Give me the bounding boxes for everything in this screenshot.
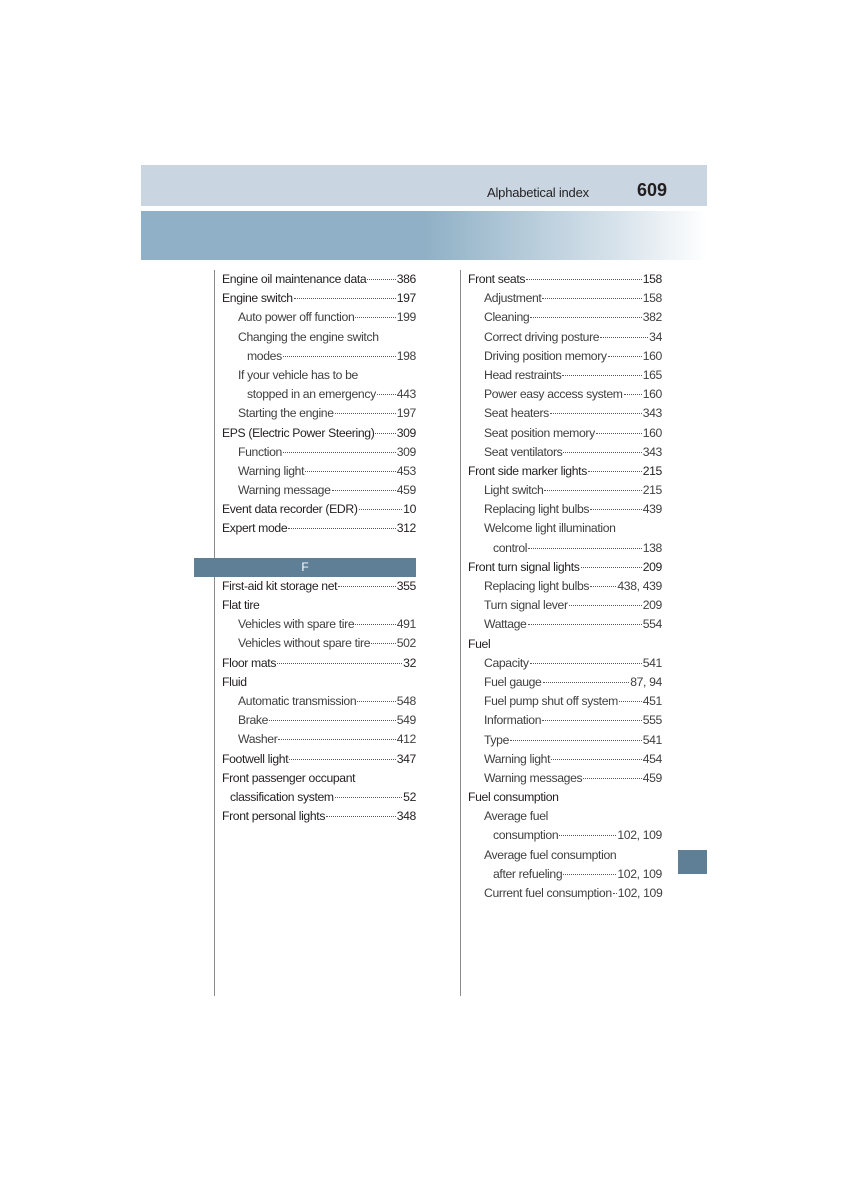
dot-leader [619,701,642,702]
column-divider-left [214,270,215,996]
index-entry-page[interactable]: 541 [642,732,662,747]
index-entry-label: Power easy access system [484,387,623,402]
index-entry [468,404,662,423]
index-entry [222,347,416,366]
dot-leader [583,778,641,779]
index-entry-page[interactable]: 454 [642,751,662,766]
dot-leader [278,739,395,740]
index-entry-label: EPS (Electric Power Steering) [222,425,375,440]
index-entry-label: Information [484,713,542,728]
index-entry-page[interactable]: 215 [642,463,662,478]
index-column-left [222,270,416,826]
index-entry-page[interactable]: 197 [396,291,416,306]
index-entry-label: Type [484,732,510,747]
index-entry-page[interactable]: 160 [642,387,662,402]
index-entry [468,308,662,327]
index-entry-label: modes [247,348,282,363]
dot-leader [526,279,642,280]
dot-leader [543,682,630,683]
index-entry-page[interactable]: 138 [642,540,662,555]
index-entry-label: First-aid kit storage net [222,578,338,593]
dot-leader [326,816,396,817]
index-entry [468,481,662,500]
index-entry-page[interactable]: 451 [642,694,662,709]
index-list-e [222,270,416,539]
index-entry-label: Fluid [222,674,247,689]
index-entry-page[interactable]: 459 [642,770,662,785]
index-entry-page[interactable]: 197 [396,406,416,421]
dot-leader [371,643,396,644]
index-entry [468,807,662,826]
index-entry [468,328,662,347]
section-spacer [222,539,416,558]
index-entry-page[interactable]: 355 [396,578,416,593]
index-entry-label: Wattage [484,617,527,632]
index-list-f [222,577,416,826]
index-entry-label: Engine switch [222,291,293,306]
dot-leader [283,452,396,453]
index-entry-label: Warning messages [484,770,583,785]
index-entry-page[interactable]: 102, 109 [617,886,663,900]
page-title: Alphabetical index [487,185,589,200]
dot-leader [530,317,641,318]
index-entry-page[interactable]: 443 [396,387,416,402]
index-column-right [468,270,662,903]
index-entry [468,731,662,750]
dot-leader [550,413,642,414]
index-entry-label: Warning light [238,463,305,478]
index-entry-label: Engine oil maintenance data [222,272,367,286]
index-entry [468,443,662,462]
index-entry [468,558,662,577]
index-entry-label: Front seats [468,272,526,286]
index-entry [222,385,416,404]
index-entry-label: Flat tire [222,598,260,612]
index-entry-label: control [493,540,528,555]
index-entry [222,404,416,423]
index-entry-label: Fuel pump shut off system [484,694,618,709]
index-entry-label: stopped in an emergency [247,387,376,402]
dot-leader [600,337,648,338]
index-entry [468,692,662,711]
dot-leader [367,279,395,280]
page-number: 609 [637,180,668,200]
header-bar [141,165,707,206]
index-entry-page[interactable]: 343 [642,444,662,459]
index-entry-page[interactable]: 10 [403,502,416,517]
index-entry [222,462,416,481]
index-entry [222,308,416,327]
index-entry-label: Changing the engine switch [238,329,379,344]
dot-leader [277,663,402,664]
dot-leader [551,759,642,760]
index-entry [222,577,416,596]
index-entry-page[interactable]: 209 [642,559,662,574]
index-entry-label: If your vehicle has to be [238,367,358,382]
dot-leader [530,663,642,664]
dot-leader [359,509,403,510]
dot-leader [375,433,395,434]
index-entry-page[interactable]: 52 [403,789,416,804]
index-entry-label: Starting the engine [238,406,334,421]
index-entry [468,424,662,443]
index-entry-label: Washer [238,732,278,747]
index-entry-page[interactable]: 453 [396,463,416,478]
index-entry-page[interactable]: 312 [396,521,416,536]
index-entry-page[interactable]: 439 [642,502,662,517]
index-entry [222,500,416,519]
index-entry-page[interactable]: 555 [642,713,662,728]
dot-leader [542,720,642,721]
dot-leader [335,797,402,798]
index-entry-page[interactable]: 215 [642,483,662,498]
index-entry-label: Fuel [468,636,491,651]
index-entry [468,347,662,366]
dot-leader [335,413,396,414]
index-entry [222,769,416,788]
index-entry-label: Capacity [484,655,529,670]
dot-leader [581,567,642,568]
index-entry-label: Event data recorder (EDR) [222,502,358,517]
dot-leader [332,490,396,491]
index-entry-label: Seat heaters [484,406,549,421]
index-entry [468,500,662,519]
index-entry-label: Fuel consumption [468,790,559,805]
index-entry-label: Function [238,444,282,459]
index-entry-label: Front personal lights [222,809,326,824]
index-entry [222,443,416,462]
index-entry [222,289,416,308]
index-entry-page[interactable]: 459 [396,483,416,498]
index-entry-label: Welcome light illumination [484,521,616,536]
index-entry-page[interactable]: 158 [642,272,662,286]
index-entry-label: Replacing light bulbs [484,579,590,593]
dot-leader [569,605,642,606]
index-entry-label: Fuel gauge [484,674,542,689]
dot-leader [590,586,616,587]
index-entry-page[interactable]: 548 [396,693,416,708]
dot-leader [528,624,642,625]
index-entry [468,519,662,538]
index-entry-label: Light switch [484,483,544,498]
index-entry-page[interactable]: 412 [396,732,416,747]
dot-leader [544,490,641,491]
dot-leader [355,624,395,625]
index-entry-label: Replacing light bulbs [484,502,590,517]
index-entry-page[interactable]: 549 [396,713,416,728]
dot-leader [542,298,641,299]
index-entry-label: Turn signal lever [484,598,568,613]
index-entry-label: Warning message [238,483,331,498]
index-entry-page[interactable]: 160 [642,425,662,440]
dot-leader [590,509,642,510]
index-entry-label: Cleaning [484,310,530,325]
index-entry-label: Front turn signal lights [468,559,580,574]
index-entry-label: Auto power off function [238,310,355,325]
dot-leader [269,720,396,721]
index-entry-page[interactable]: 347 [396,751,416,766]
index-entry [222,424,416,443]
dot-leader [510,740,642,741]
index-entry-page[interactable]: 209 [642,598,662,613]
index-entry [468,462,662,481]
index-entry-page[interactable]: 491 [396,617,416,632]
dot-leader [563,452,641,453]
dot-leader [596,433,642,434]
index-entry-page[interactable]: 541 [642,655,662,670]
index-entry-page[interactable]: 386 [396,272,416,286]
chapter-tab[interactable] [678,850,707,874]
header-band [141,211,707,260]
index-entry [222,634,416,653]
index-entry-page[interactable]: 199 [396,310,416,325]
index-entry-label: Vehicles with spare tire [238,617,355,632]
index-entry [468,635,662,654]
index-entry-label: Vehicles without spare tire [238,636,371,651]
index-entry [222,692,416,711]
index-entry-label: Front passenger occupant [222,770,356,785]
index-entry-label: Expert mode [222,521,288,536]
index-entry [222,654,416,673]
index-entry-page[interactable]: 382 [642,310,662,325]
index-entry-page[interactable]: 198 [396,348,416,363]
index-entry [468,654,662,673]
index-entry-label: Adjustment [484,291,542,306]
index-entry [468,673,662,692]
dot-leader [562,375,641,376]
index-entry-page[interactable]: 554 [642,617,662,632]
index-entry-page[interactable]: 160 [642,348,662,363]
index-entry [468,788,662,807]
index-entry [468,711,662,730]
index-entry-page[interactable]: 32 [403,655,416,670]
index-entry-label: Brake [238,713,269,728]
dot-leader [563,874,616,875]
index-entry [468,884,662,903]
dot-leader [289,759,395,760]
index-entry-page[interactable]: 102, 109 [617,828,662,843]
index-entry [468,270,662,289]
dot-leader [377,394,396,395]
index-entry-page[interactable]: 343 [642,406,662,421]
index-entry-label: Warning light [484,751,551,766]
index-entry-label: classification system [230,789,334,804]
index-entry [222,366,416,385]
index-entry-label: after refueling [493,866,563,881]
dot-leader [355,317,395,318]
index-entry [468,385,662,404]
index-entry [222,788,416,807]
index-entry-label: Current fuel consumption [484,886,612,900]
index-entry-page[interactable]: 165 [642,367,662,382]
index-entry-label: Head restraints [484,367,562,382]
dot-leader [357,701,395,702]
index-entry [222,730,416,749]
index-entry-label: Seat ventilators [484,444,563,459]
index-entry [468,769,662,788]
index-list-f-continued [468,270,662,903]
index-entry-page[interactable]: 502 [396,636,416,651]
index-entry [468,826,662,845]
index-entry [468,750,662,769]
index-entry [468,615,662,634]
index-entry-label: Average fuel [484,809,549,824]
index-entry [468,577,662,596]
index-entry-page[interactable]: 348 [396,809,416,824]
index-entry-page[interactable]: 102, 109 [617,866,662,881]
section-header-f: F [194,558,416,577]
index-entry-label: Floor mats [222,655,277,670]
index-entry-label: Correct driving posture [484,329,600,344]
index-entry [468,865,662,884]
index-entry-page[interactable]: 438, 439 [617,579,662,593]
dot-leader [608,356,642,357]
index-entry [222,519,416,538]
index-entry [468,596,662,615]
index-entry [222,270,416,289]
index-entry [222,750,416,769]
index-entry [222,596,416,615]
index-entry-page[interactable]: 158 [642,291,662,306]
index-entry [468,366,662,385]
index-entry-label: Automatic transmission [238,693,357,708]
index-entry-label: Footwell light [222,751,289,766]
column-divider-right [460,270,461,996]
dot-leader [559,835,616,836]
dot-leader [528,548,642,549]
index-entry [222,328,416,347]
dot-leader [338,586,396,587]
index-entry [468,539,662,558]
index-entry [222,673,416,692]
index-entry-label: consumption [493,828,559,843]
index-entry [222,807,416,826]
dot-leader [613,893,617,894]
index-entry-label: Seat position memory [484,425,595,440]
index-entry [468,289,662,308]
index-entry-page[interactable]: 34 [649,329,662,344]
dot-leader [288,528,395,529]
dot-leader [294,298,396,299]
index-entry [222,481,416,500]
index-entry-label: Average fuel consumption [484,847,617,862]
index-entry-label: Front side marker lights [468,463,587,478]
dot-leader [305,471,396,472]
dot-leader [624,394,642,395]
index-entry-label: Driving position memory [484,348,607,363]
index-entry [222,711,416,730]
index-entry-page[interactable]: 309 [396,444,416,459]
index-entry-page[interactable]: 309 [396,425,416,440]
index-entry [222,615,416,634]
index-entry [468,846,662,865]
dot-leader [283,356,396,357]
dot-leader [588,471,642,472]
index-entry-page[interactable]: 87, 94 [630,674,662,689]
